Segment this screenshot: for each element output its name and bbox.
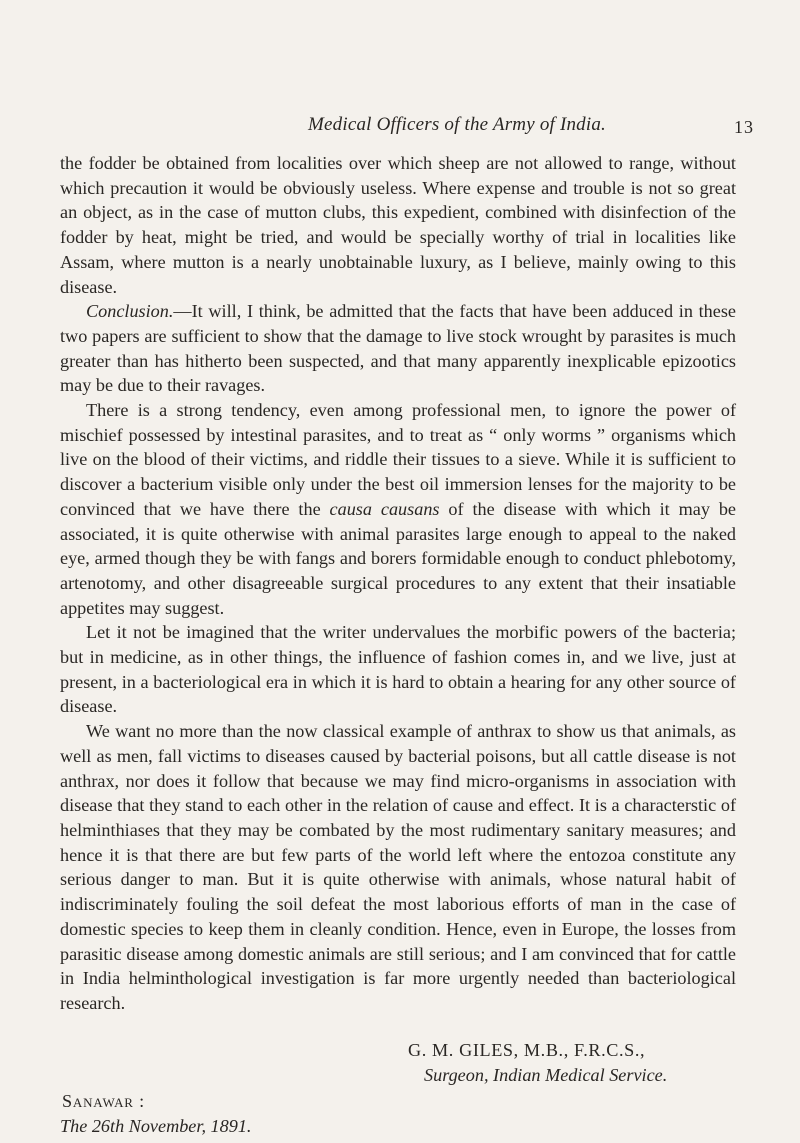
place-name: Sanawar : <box>62 1091 145 1111</box>
paragraph-fodder: the fodder be obtained from localities over which sheep are not allowed to range, without which precaution it would be obviously useless. Where expense and trouble is not so great an object, as in the case of mutton clubs, this expedient, combined with disinfection of the fodder by heat, might be tried, and would be specially worthy of trial in localities like Assam, where mutton is a nearly unobtainable luxury, as I believe, mainly owing to this disease. <box>60 153 736 297</box>
conclusion-text: —It will, I think, be admitted that the facts that have been adduced in these two papers are sufficient to show that the damage to live stock wrought by parasites is much greater than has hitherto been suspected, and that many apparently inexplicable epizootics may be due to their ravages. <box>60 301 736 396</box>
tendency-text-end: of the disease with which it may be associated, it is quite otherwise with animal parasites large enough to appeal to the naked eye, armed though they be with fangs and borers formidable enough to conduct phlebotomy, artenotomy, and other disagreeable surgical procedures to any extent that their insatiable appetites may suggest. <box>60 498 736 618</box>
page-number: 13 <box>734 117 754 137</box>
dateline <box>60 1089 251 1138</box>
conclusion-label: Conclusion. <box>86 301 174 322</box>
paragraph-anthrax: We want no more than the now classical example of anthrax to show us that animals, as well as men, fall victims to diseases caused by bacterial poisons, but all cattle disease is not anthrax, nor does it follow that because we may find micro-organisms in association with disease that they stand to each other in the relation of cause and effect. It is a characterstic of helminthiases that they may be combated by the most rudimentary sanitary measures; and hence it is that there are but few parts of the world left where the entozoa constitute any serious danger to man. But it is quite otherwise with animals, whose natural habit of indiscriminately fouling the soil defeat the most laborious efforts of man in the case of domestic species to keep them in cleanly condition. Hence, even in Europe, the losses from parasitic disease among domestic animals are still serious; and I am convinced that for cattle in India helminthological investigation is far more urgently needed than bacteriological research. <box>60 721 736 1013</box>
paragraph-conclusion <box>60 299 736 398</box>
date-line: The 26th November, 1891. <box>60 1115 252 1136</box>
author-title: Surgeon, Indian Medical Service. <box>424 1065 668 1085</box>
tendency-text-start: There is a strong tendency, even among professional men, to ignore the power of mischief possessed by intestinal parasites, and to treat as “ only worms ” organisms which live on the blood of their victims, and riddle their tissues to a sieve. While it is sufficient to discover a bacterium visible only under the best oil immersion lenses for the majority to be convinced that we have there the <box>60 400 736 519</box>
paragraph-bacteria: Let it not be imagined that the writer undervalues the morbific powers of the bacteria; but in medicine, as in other things, the influence of fashion comes in, and we live, just at present, in a bacteriological era in which it is hard to obtain a hearing for any other source of disease. <box>60 622 736 717</box>
author-name: G. M. GILES, M.B., F.R.C.S., <box>408 1040 646 1060</box>
body-text <box>60 151 736 1016</box>
paragraph-tendency <box>60 398 736 620</box>
causa-causans-phrase: causa causans <box>329 498 440 519</box>
running-title: Medical Officers of the Army of India. <box>308 114 606 135</box>
